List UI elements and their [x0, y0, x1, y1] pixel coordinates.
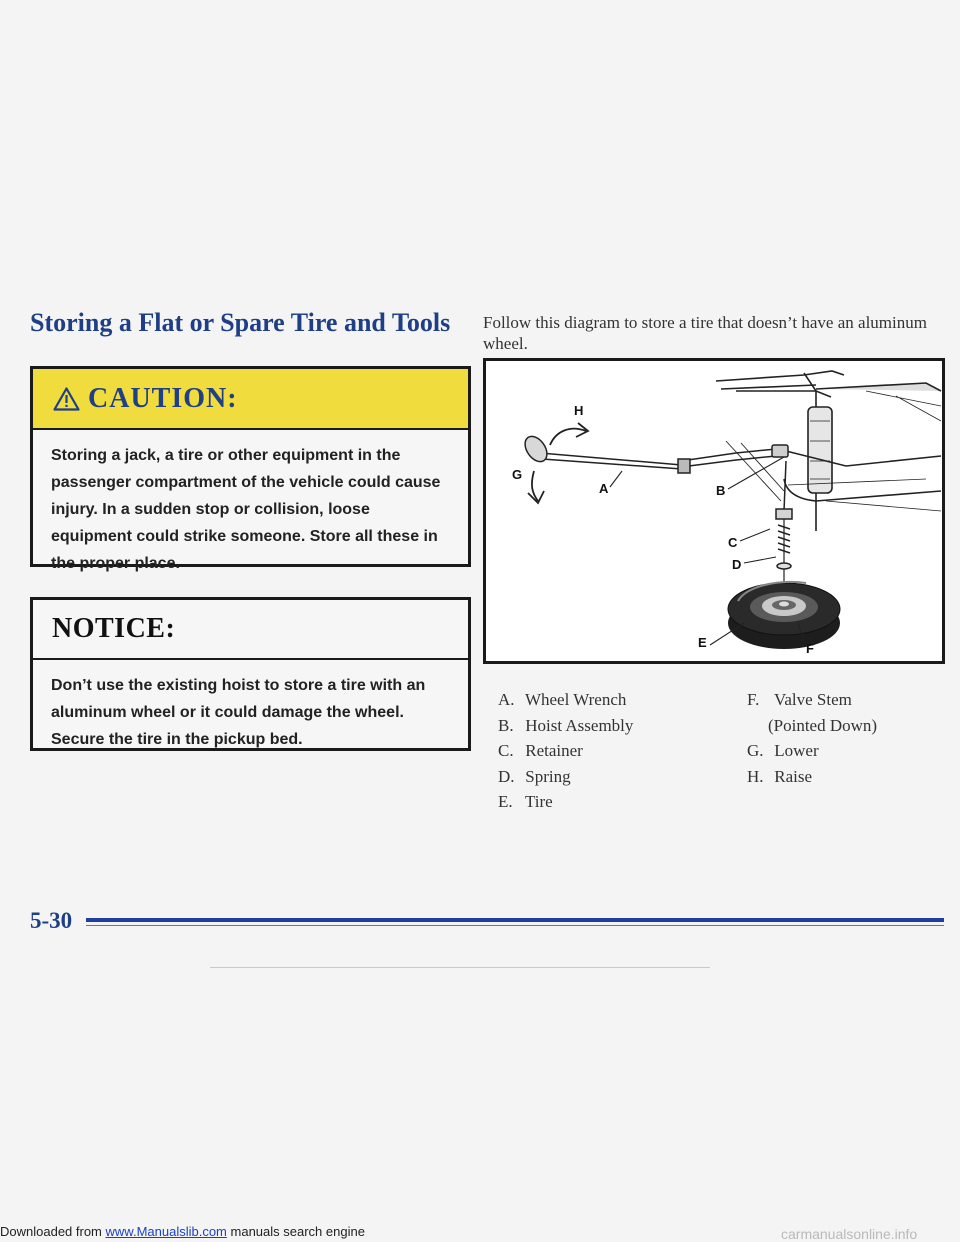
- diagram-label-g: G: [512, 467, 523, 482]
- diagram-label-h: H: [574, 403, 584, 418]
- legend-left-column: [498, 687, 633, 815]
- notice-label: NOTICE:: [52, 613, 176, 644]
- notice-box: [30, 597, 471, 751]
- watermark: carmanualsonline.info: [781, 1226, 918, 1242]
- legend-item-continuation: (Pointed Down): [768, 715, 878, 735]
- tire-storage-diagram: [483, 358, 945, 664]
- download-note-prefix: Downloaded from: [0, 1224, 102, 1239]
- diagram-label-c: C: [728, 535, 738, 550]
- warning-triangle-icon: [53, 387, 80, 411]
- caution-body: Storing a jack, a tire or other equipment in the passenger compartment of the vehicle could cause injury. In a sudden stop or collision, loose equipment could strike someone. Store all these in the proper place.: [51, 447, 441, 572]
- hoist-shaft-drawing: [681, 441, 788, 501]
- diagram-label-b: B: [716, 483, 726, 498]
- caution-label: CAUTION:: [88, 382, 238, 414]
- footer-rule: [86, 918, 944, 922]
- diagram-label-f: F: [806, 641, 814, 656]
- diagram-label-a: A: [599, 481, 609, 496]
- legend-item: D. Spring: [498, 766, 571, 786]
- legend-item: E. Tire: [498, 792, 553, 811]
- legend-item: H. Raise: [747, 766, 813, 786]
- section-title: Storing a Flat or Spare Tire and Tools: [30, 308, 451, 337]
- legend-right-column: [747, 687, 877, 789]
- legend-item: A. Wheel Wrench: [498, 690, 627, 709]
- legend-item: G. Lower: [747, 741, 819, 760]
- diagram-label-d: D: [732, 557, 742, 572]
- caution-box: [30, 366, 471, 572]
- legend-item: B. Hoist Assembly: [498, 715, 634, 735]
- footer-rule-faint: [210, 967, 710, 968]
- wheel-wrench-drawing: [521, 432, 690, 473]
- diagram-label-e: E: [698, 635, 707, 650]
- footer-rule-thin: [86, 925, 944, 926]
- tire-drawing: [728, 582, 840, 649]
- intro-text: Follow this diagram to store a tire that doesn’t have an aluminum wheel.: [483, 313, 927, 353]
- download-note-suffix: manuals search engine: [230, 1224, 365, 1239]
- page-number: 5-30: [30, 908, 73, 933]
- legend-item: C. Retainer: [498, 741, 583, 760]
- raise-arrow-icon: [550, 423, 588, 445]
- caution-header: [33, 369, 468, 430]
- lower-arrow-icon: [528, 471, 544, 503]
- legend-item: F. Valve Stem: [747, 690, 852, 709]
- notice-header: [33, 600, 468, 660]
- download-note: [0, 1224, 365, 1239]
- manualslib-link[interactable]: www.Manualslib.com: [105, 1224, 227, 1239]
- notice-body: Don’t use the existing hoist to store a tire with an aluminum wheel or it could damage the wheel. Secure the tire in the pickup bed.: [51, 677, 426, 748]
- diagram-illustration: [486, 361, 942, 661]
